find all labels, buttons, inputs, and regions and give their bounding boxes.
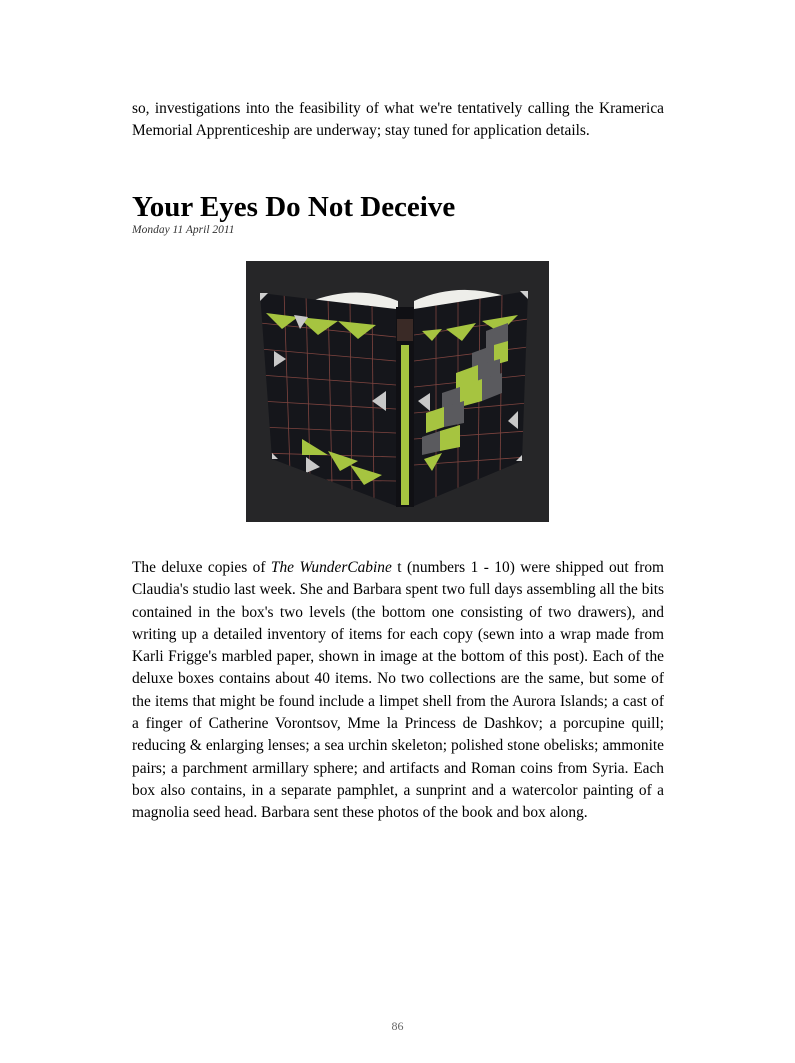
post-body: [132, 557, 664, 825]
intro-paragraph: so, investigations into the feasibility of what we're tentatively calling the Kramerica Memorial Apprenticeship are underway; stay tuned for application details.: [132, 100, 664, 140]
book-photo: [246, 261, 549, 522]
post-body-rest: t (numbers 1 - 10) were shipped out from Claudia's studio last week. She and Barbara spent two full days assembling all the bits contained in the box's two levels (the bottom one consisting of two drawers), and writing up a detailed inventory of items for each copy (sewn into a wrap made from Karli Frigge's marbled paper, shown in image at the bottom of this post). Each of the deluxe boxes contains about 40 items. No two collections are the same, but some of the items that might be found include a limpet shell from the Aurora Islands; a cast of a finger of Catherine Vorontsov, Mme la Princess de Dashkov; a porcupine quill; reducing & enlarging lenses; a sea urchin skeleton; polished stone obelisks; ammonite pairs; a parchment armillary sphere; and artifacts and Roman coins from Syria. Each box also contains, in a separate pamphlet, a sunprint and a watercolor painting of a magnolia seed head. Barbara sent these photos of the book and box along.: [132, 559, 664, 822]
post-title: Your Eyes Do Not Deceive: [132, 191, 456, 223]
post-date: Monday 11 April 2011: [132, 224, 235, 236]
spine-label: [397, 319, 413, 341]
spine-stripe: [401, 345, 409, 505]
book-illustration: [246, 261, 549, 522]
book-title: The WunderCabine: [270, 559, 392, 576]
post-body-lead: The deluxe copies of: [132, 559, 271, 576]
page-number: 86: [391, 1019, 404, 1033]
